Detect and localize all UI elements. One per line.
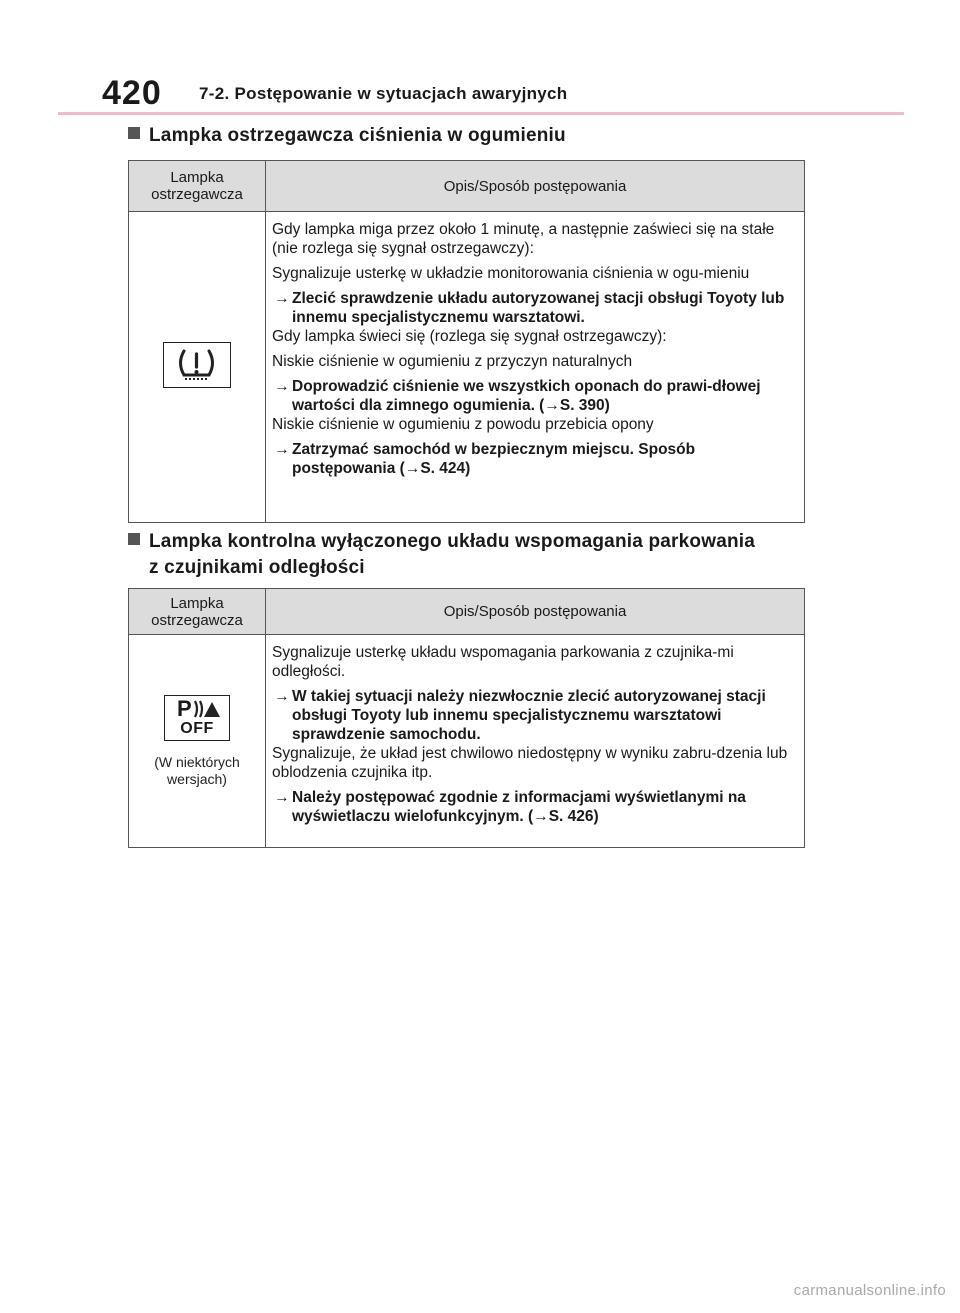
action-text-main: Zatrzymać samochód w bezpiecznym miejscu. Sposób postępowania (	[292, 441, 696, 477]
action-item	[272, 687, 798, 744]
header-rule	[58, 112, 904, 115]
parking-sensor-description	[266, 635, 805, 848]
arrow-right-icon: →	[274, 789, 290, 806]
arrow-right-icon: →	[274, 441, 290, 458]
tire-pressure-warning-icon	[163, 342, 231, 388]
arrow-right-icon: →	[274, 688, 290, 705]
table-col-header-lamp: Lampka ostrzegawcza	[129, 161, 266, 212]
section1-heading	[128, 123, 566, 149]
chapter-title: 7-2. Postępowanie w sytuacjach awaryjnych	[199, 84, 568, 103]
section2-heading	[128, 529, 755, 581]
action-item	[272, 377, 798, 415]
icon-caption: (W niektórych wersjach)	[154, 753, 240, 787]
section-bullet-icon	[128, 127, 140, 139]
action-text	[292, 788, 798, 826]
page-number: 420	[102, 74, 162, 112]
lamp-icon-cell	[129, 635, 266, 848]
action-item	[272, 289, 798, 327]
description-paragraph: Sygnalizuje, że układ jest chwilowo niedostępny w wyniku zabru-dzenia lub oblodzenia czujnika itp.	[272, 745, 788, 781]
parking-sensor-table	[128, 588, 805, 848]
description-paragraph: Niskie ciśnienie w ogumieniu z przyczyn naturalnych	[272, 353, 633, 370]
section2-heading-line2: z czujnikami odległości	[149, 557, 365, 578]
table-col-header-desc: Opis/Sposób postępowania	[266, 589, 805, 635]
action-item	[272, 788, 798, 826]
page-reference-link[interactable]: S. 424)	[420, 460, 471, 477]
description-paragraph: Gdy lampka miga przez około 1 minutę, a następnie zaświeci się na stałe (nie rozlega się sygnał ostrzegawczy):	[272, 221, 775, 257]
parking-letter: P	[177, 695, 192, 721]
arrow-right-icon: →	[404, 460, 421, 477]
section1-heading-text: Lampka ostrzegawcza ciśnienia w ogumieniu	[149, 125, 566, 146]
arrow-right-icon: →	[274, 378, 290, 395]
description-paragraph: Sygnalizuje usterkę w układzie monitorowania ciśnienia w ogu-mieniu	[272, 265, 750, 282]
action-text: W takiej sytuacji należy niezwłocznie zlecić autoryzowanej stacji obsługi Toyoty lub innemu specjalistycznemu warsztatowi sprawdzenie samochodu.	[292, 688, 766, 743]
off-label: OFF	[180, 719, 214, 737]
arrow-right-icon: →	[544, 397, 560, 414]
action-text	[292, 440, 798, 478]
table-col-header-lamp: Lampka ostrzegawcza	[129, 589, 266, 635]
lamp-icon-cell	[129, 212, 266, 523]
table-col-header-desc: Opis/Sposób postępowania	[266, 161, 805, 212]
page-reference-link[interactable]: S. 390)	[559, 397, 610, 414]
parking-sensor-off-icon	[164, 695, 230, 741]
page-reference-link[interactable]: S. 426)	[548, 808, 599, 825]
tire-pressure-table	[128, 160, 805, 523]
action-text-main: Należy postępować zgodnie z informacjami wyświetlanymi na wyświetlaczu wielofunkcyjnym. (	[292, 789, 746, 825]
action-item	[272, 440, 798, 478]
description-paragraph: Niskie ciśnienie w ogumieniu z powodu przebicia opony	[272, 416, 654, 433]
section-bullet-icon	[128, 533, 140, 545]
watermark: carmanualsonline.info	[793, 1282, 946, 1299]
tire-pressure-description	[266, 212, 805, 523]
action-text: Zlecić sprawdzenie układu autoryzowanej stacji obsługi Toyoty lub innemu specjalistycznemu warsztatowi.	[292, 290, 785, 326]
section2-heading-line1: Lampka kontrolna wyłączonego układu wspomagania parkowania	[149, 531, 756, 552]
description-paragraph: Sygnalizuje usterkę układu wspomagania parkowania z czujnika-mi odległości.	[272, 644, 734, 680]
arrow-right-icon: →	[533, 808, 549, 825]
description-paragraph: Gdy lampka świeci się (rozlega się sygnał ostrzegawczy):	[272, 328, 667, 345]
action-text-main: Doprowadzić ciśnienie we wszystkich oponach do prawi-dłowej wartości dla zimnego ogumienia. (	[292, 378, 761, 414]
action-text	[292, 377, 798, 415]
arrow-right-icon: →	[274, 290, 290, 307]
